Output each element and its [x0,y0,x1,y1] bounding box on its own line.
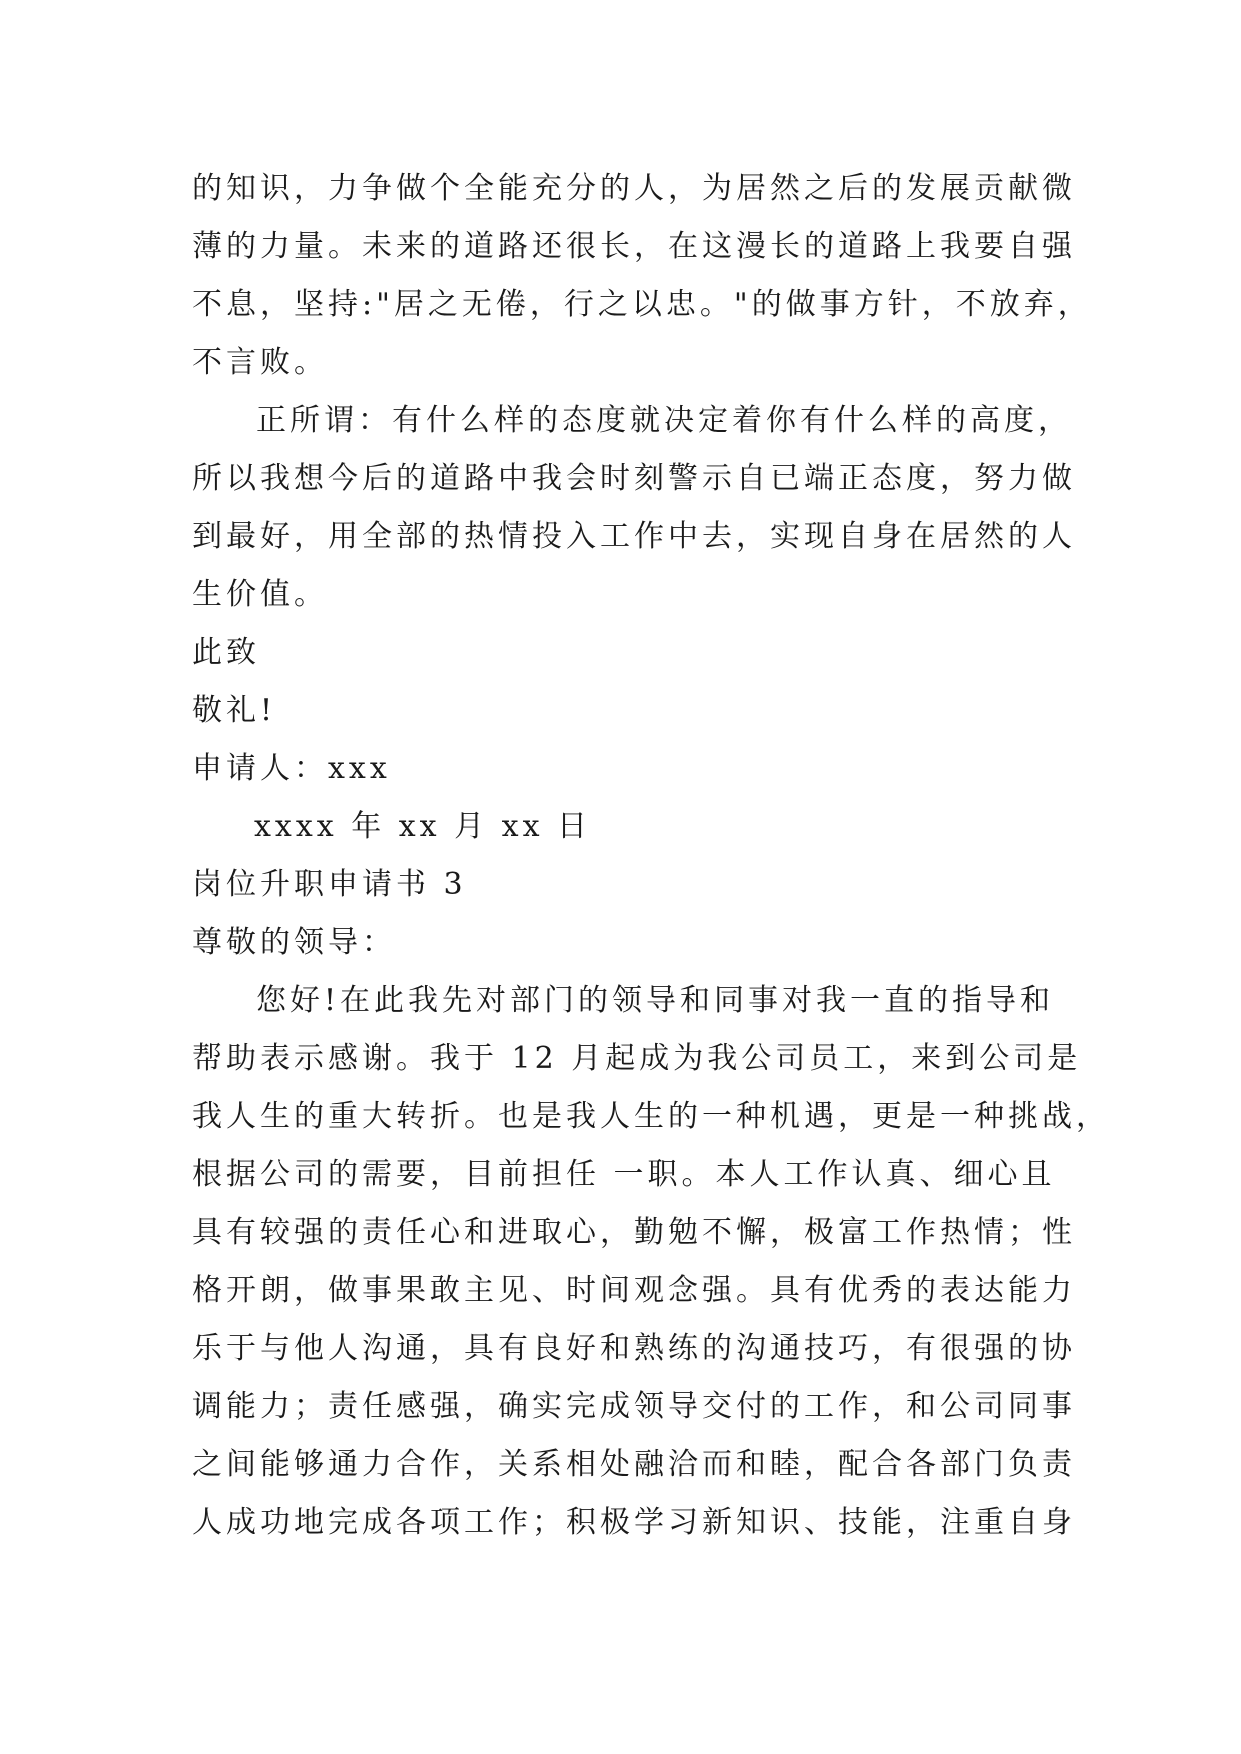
closing-ci-zhi: 此致 [192,635,260,670]
text-line: 的知识，力争做个全能充分的人，为居然之后的发展贡献微 [192,171,1076,206]
document-body [192,160,1110,1552]
text-line: 具有较强的责任心和进取心，勤勉不懈，极富工作热情；性 [192,1215,1076,1250]
text-line: 所以我想今后的道路中我会时刻警示自已端正态度，努力做 [192,461,1076,496]
text-line: 不息，坚持:"居之无倦，行之以忠。"的做事方针，不放弃， [192,287,1092,322]
text-line: 到最好，用全部的热情投入工作中去，实现自身在居然的人 [192,519,1076,554]
text-line: 帮助表示感谢。我于 12 月起成为我公司员工，来到公司是 [192,1041,1082,1076]
applicant-line: 申请人：xxx [192,751,391,786]
text-line: 生价值。 [192,577,328,612]
section-title: 岗位升职申请书 3 [192,867,467,902]
paragraph-first-line: 正所谓：有什么样的态度就决定着你有什么样的高度， [256,403,1072,438]
text-line: 调能力；责任感强，确实完成领导交付的工作，和公司同事 [192,1389,1076,1424]
text-line: 格开朗，做事果敢主见、时间观念强。具有优秀的表达能力 [192,1273,1076,1308]
paragraph-first-line: 您好!在此我先对部门的领导和同事对我一直的指导和 [256,983,1055,1018]
closing-jing-li: 敬礼! [192,693,277,728]
text-line: 薄的力量。未来的道路还很长，在这漫长的道路上我要自强 [192,229,1076,264]
text-line: 之间能够通力合作，关系相处融洽而和睦，配合各部门负责 [192,1447,1076,1482]
text-line: 不言败。 [192,345,328,380]
salutation: 尊敬的领导： [192,925,396,960]
text-line: 乐于与他人沟通，具有良好和熟练的沟通技巧，有很强的协 [192,1331,1076,1366]
date-line: xxxx 年 xx 月 xx 日 [254,809,592,844]
text-line: 我人生的重大转折。也是我人生的一种机遇，更是一种挑战， [192,1099,1110,1134]
text-line: 根据公司的需要，目前担任 一职。本人工作认真、细心且 [192,1157,1056,1192]
text-line: 人成功地完成各项工作；积极学习新知识、技能，注重自身 [192,1505,1076,1540]
